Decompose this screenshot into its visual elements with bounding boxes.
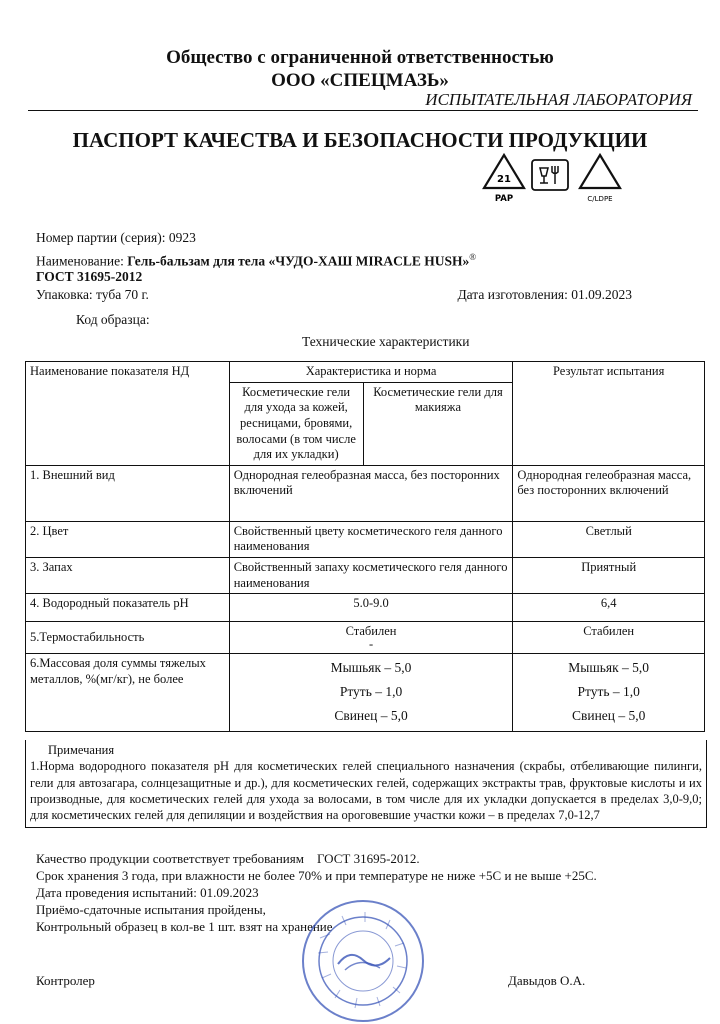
company-name: Общество с ограниченной ответственностью: [166, 47, 554, 68]
result-mercury: Ртуть – 1,0: [577, 684, 640, 700]
row-result: Светлый: [513, 521, 705, 557]
header-result: Результат испытания: [513, 362, 705, 466]
spec-table: [25, 361, 705, 732]
svg-text:C/LDPE: C/LDPE: [587, 195, 613, 203]
norm-mercury: Ртуть – 1,0: [339, 684, 403, 700]
controller-name: Давыдов О.А.: [508, 973, 586, 988]
row-norm: Однородная гелеобразная масса, без посторонних включений: [229, 465, 513, 521]
table-header-row: [26, 362, 705, 383]
package-info: Упаковка: туба 70 г.: [36, 287, 149, 302]
row-norm: 5.0-9.0: [229, 594, 513, 622]
svg-text:21: 21: [497, 174, 511, 185]
table-row: [26, 622, 705, 654]
test-date: Дата проведения испытаний: 01.09.2023: [36, 885, 259, 900]
table-row: [26, 521, 705, 557]
row-name: 4. Водородный показатель рН: [26, 594, 230, 622]
quality-text: Качество продукции соответствует требованиям: [36, 851, 304, 866]
product-gost: ГОСТ 31695-2012: [36, 269, 143, 284]
manufacture-date: Дата изготовления: 01.09.2023: [457, 287, 632, 302]
header-divider: [28, 110, 698, 111]
shelf-life: Срок хранения 3 года, при влажности не более 70% и при температуре не ниже +5С и не выше +25С.: [36, 868, 597, 883]
row-result: Приятный: [513, 558, 705, 594]
page-title: ПАСПОРТ КАЧЕСТВА И БЕЗОПАСНОСТИ ПРОДУКЦИИ: [72, 128, 648, 152]
quality-statement: [36, 851, 420, 867]
batch-number: Номер партии (серия): 0923: [36, 230, 196, 245]
row-result: [513, 654, 705, 732]
row-result: Стабилен: [513, 622, 705, 654]
c-ldpe-recycle-icon: [580, 155, 620, 203]
notes-text: 1.Норма водородного показателя рН для косметических гелей специального назначения (скрабы, отбеливающие пилинги, гели для автозагара, солнцезащитные и др.), для косметических гелей, содержащих экстракты трав, фруктовые кислоты и их производные, для косметических гелей для ухода за волосами, в том числе для их укладки допускается в пределах 3,0-9,0; для косметических гелей для депиляции и воздействия на ороговевшие участки кожи – в пределах 7,0-12,7: [30, 759, 702, 822]
registered-mark: ®: [469, 252, 477, 262]
row-norm: [229, 654, 513, 732]
company-stamp: [300, 898, 426, 1024]
header-norm: Характеристика и норма: [229, 362, 513, 383]
table-row: [26, 465, 705, 521]
control-sample: Контрольный образец в кол-ве 1 шт. взят на хранение: [36, 919, 333, 934]
notes-box: [25, 740, 707, 828]
header-indicator: Наименование показателя НД: [26, 362, 230, 466]
pap-recycle-icon: [484, 155, 524, 204]
row-name: 1. Внешний вид: [26, 465, 230, 521]
row-norm: Свойственный цвету косметического геля данного наименования: [229, 521, 513, 557]
row-norm-extra: -: [368, 636, 374, 651]
norm-lead: Свинец – 5,0: [334, 708, 408, 724]
subheader-skin-gels: Косметические гели для ухода за кожей, ресницами, бровями, волосами (в том числе для их укладки): [229, 382, 363, 465]
row-name: 3. Запах: [26, 558, 230, 594]
row-name: 5.Термостабильность: [26, 622, 230, 654]
product-name-label: Наименование:: [36, 253, 128, 269]
norm-arsenic: Мышьяк – 5,0: [330, 660, 412, 676]
product-name: [36, 252, 476, 270]
table-row: [26, 558, 705, 594]
acceptance-status: Приёмо-сдаточные испытания пройдены,: [36, 902, 266, 917]
quality-gost: ГОСТ 31695-2012.: [316, 851, 420, 866]
table-row: [26, 654, 705, 732]
company-short-name: ООО «СПЕЦМАЗЬ»: [271, 70, 449, 91]
result-arsenic: Мышьяк – 5,0: [568, 660, 650, 676]
subheader-makeup-gels: Косметические гели для макияжа: [363, 382, 513, 465]
row-norm-value: Стабилен: [345, 624, 397, 639]
glass-fork-icon: [532, 160, 568, 190]
row-result: Однородная гелеобразная масса, без посторонних включений: [513, 465, 705, 521]
sample-code: Код образца:: [76, 312, 150, 327]
svg-text:PAP: PAP: [494, 194, 514, 204]
result-lead: Свинец – 5,0: [571, 708, 646, 724]
product-name-value: Гель-бальзам для тела «ЧУДО-ХАШ MIRACLE HUSH»: [127, 253, 470, 269]
lab-name: ИСПЫТАТЕЛЬНАЯ ЛАБОРАТОРИЯ: [425, 90, 692, 109]
row-name: 6.Массовая доля суммы тяжелых металлов, %(мг/кг), не более: [26, 654, 230, 732]
controller-label: Контролер: [36, 973, 95, 988]
row-norm: [229, 622, 513, 654]
notes-title: Примечания: [48, 743, 115, 757]
table-row: [26, 594, 705, 622]
row-name: 2. Цвет: [26, 521, 230, 557]
recycling-symbols: [480, 152, 630, 204]
row-result: 6,4: [513, 594, 705, 622]
table-caption: Технические характеристики: [302, 334, 470, 349]
row-norm: Свойственный запаху косметического геля данного наименования: [229, 558, 513, 594]
